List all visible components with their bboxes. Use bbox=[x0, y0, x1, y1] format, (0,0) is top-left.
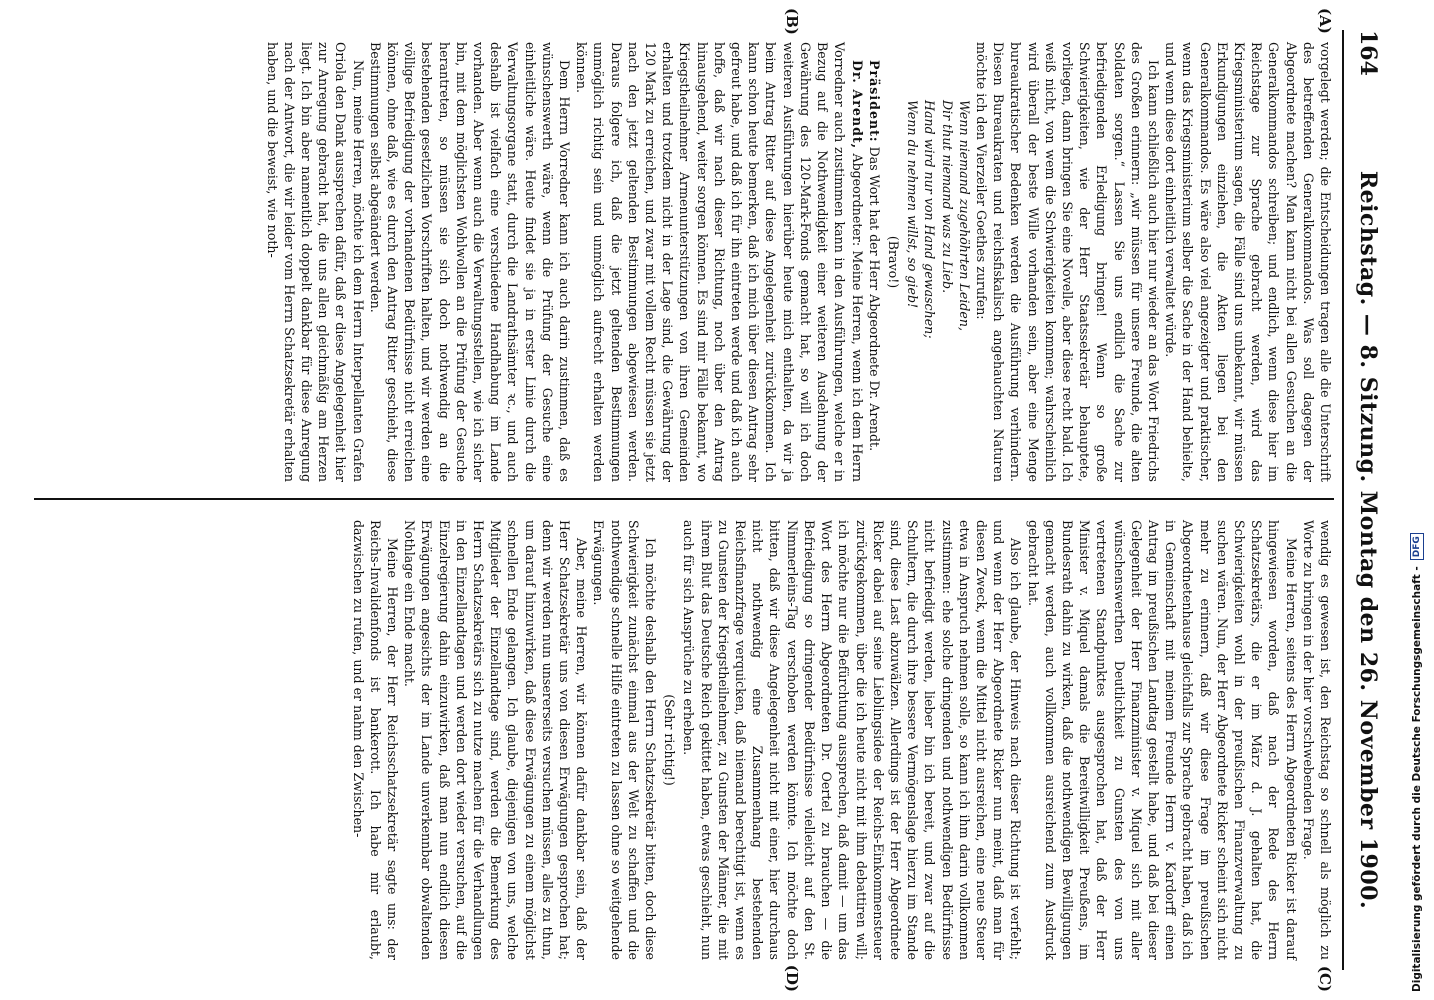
paragraph: Ich kann schließlich auch hier nur wieder an das Wort Friedrichs des Großen erinnern: „wir müssen für unsere Freunde, die alten Soldaten sorgen.“ Lassen Sie uns endlich die Sache zur befriedigenden Erledigung bringen! Wenn so große Schwierigkeiten, wie der Herr Staatssekretär behauptete, vorliegen, dann bringen Sie eine Novelle, aber diese recht bald. Ich weiß nicht, von wem die Schwierigkeiten kommen; wahrscheinlich wird überall der beste Wille vorhanden sein, aber eine Menge bureaukratischer Bedenken werden die Ausführung verhindern. Diesen Bureaukraten und reichsfiskalisch angehauchten Naturen möchte ich den Vierzeiler Goethes zurufen: bbox=[973, 42, 1161, 482]
margin-marker-b: (B) bbox=[783, 8, 801, 35]
margin-marker-d: (D) bbox=[783, 964, 801, 992]
column-divider bbox=[34, 498, 1334, 500]
paragraph: Ich möchte deshalb den Herrn Schatzsekretär bitten, doch diese Schwierigkeit zunächst einmal aus der Welt zu schaffen und die nothwendige schnelle Hilfe eintreten zu lassen ohne so weitgehende Erwägungen. bbox=[591, 520, 659, 960]
verse-line: Hand wird nur von Hand gewaschen; bbox=[922, 100, 938, 339]
header-rule bbox=[1342, 30, 1344, 970]
margin-marker-c: (C) bbox=[1316, 965, 1334, 992]
applause-note: (Sehr richtig!) bbox=[662, 694, 678, 786]
page-title: Reichstag. — 8. Sitzung. Montag den 26. November 1900. bbox=[1355, 170, 1381, 910]
credit-text: Digitalisierung gefördert durch die Deutsche Forschungsgemeinschaft - bbox=[1411, 566, 1423, 992]
paragraph: Aber, meine Herren, wir können dafür dankbar sein, daß der Herr Schatzsekretär uns von diesen Erwägungen gesprochen hat; denn wir werden nun unsererseits versuchen müssen, alles zu thun, um darauf hinzuwirken, daß diese Erwägungen zu einem möglichst schnellen Ende gelangen. Ich glaube, diejenigen von uns, welche Mitglieder der Einzellandtage sind, werden die Bemerkung des Herrn Schatzsekretärs sich zu nutze machen für die Verhandlungen in den Einzellandtagen und werden dort wieder versuchen, auf die Einzelregierung dahin einzuwirken, daß man nun endlich diesen Erwägungen angesichts der im Lande unverkennbar obwaltenden Nothlage ein Ende macht. bbox=[402, 520, 590, 960]
page-number: 164 bbox=[1355, 30, 1381, 76]
verse-line: Wenn niemand zugehöhrten Leiden, bbox=[956, 100, 972, 331]
speaker-label: Präsident: bbox=[866, 60, 882, 143]
paragraph: Meine Herren, seitens des Herrn Abgeordneten Ricker ist darauf hingewiesen worden, daß nach der Rede des Herrn Schatzsekretärs, die er im März d. J. gehalten hat, die Schwierigkeiten wohl in der preußischen Finanzverwaltung zu suchen wären. Nun, der Herr Abgeordnete Ricker scheint sich nicht mehr zu erinnern, daß wir diese Frage im preußischen Abgeordnetenhause gleichfalls zur Sprache gebracht haben, daß ich in Gemeinschaft mit meinem Freunde Herrn v. Kardorff einen Antrag im preußischen Landtag gestellt habe, und daß bei dieser Gelegenheit der Herr Finanzminister v. Miquel sich mit aller wünschenswerthen Deutlichkeit zu Gunsten des von uns vertretenen Standpunktes ausgesprochen hat, daß der Herr Minister v. Miquel damals die Bereitwilligkeit Preußens, im Bundesrath dahin zu wirken, daß die nothwendigen Bewilligungen gemacht werden, auch vollkommen ausreichend zum Ausdruck gebracht hat. bbox=[1025, 520, 1299, 960]
left-column bbox=[263, 42, 1334, 482]
speaker-text: Abgeordneter: Meine Herren, wenn ich dem Herrn Vorredner auch zustimmen kann in den Ausführungen, welche er in Bezug auf die Nothwendigkeit einer weiteren Ausdehnung der Gewährung des 120-Mark-Fonds gemacht hat, so will ich doch weiteren Ausführungen hierüber heute mich enthalten, da wir ja beim Antrag Ritter auf diese Angelegenheit zurückkommen. Ich kann schon heute bemerken, daß ich mich über diesen Antrag sehr gefreut habe, und daß ich für ihn eintreten werde und daß ich auch hoffe, daß wir nach dieser Richtung, noch über den Antrag hinausgehend, weiter sorgen können. Es sind mir Fälle bekannt, wo Kriegstheilnehmer Armenunterstützungen von ihren Gemeinden erhalten und trotzdem nicht in der Lage sind, die Gewährung der 120 Mark zu erreichen, und zwar mit vollem Recht müssen sie jetzt nach den jetzt geltenden Bestimmungen abgewiesen werden. Daraus folgere ich, daß die jetzt geltenden Bestimmungen unmöglich richtig sein und unmöglich aufrecht erhalten werden können. bbox=[574, 42, 865, 482]
right-column bbox=[349, 520, 1334, 960]
rotated-scanned-page bbox=[6, 0, 1396, 1000]
verse-line: Dir thut niemand was zu Lieb. bbox=[939, 100, 955, 294]
paragraph: Nun, meine Herren, möchte ich dem Herrn Interpellanten Grafen Oriola den Dank aussprechen dafür, daß er diese Angelegenheit hier zur Anregung gebracht hat, die uns allen gleichmäßig am Herzen liegt. Ich bin aber namentlich doppelt dankbar für diese Anregung nach der Antwort, die wir leider vom Herrn Schatzsekretär erhalten haben, und die beweist, wie noth- bbox=[264, 42, 366, 482]
speaker-text: Das Wort hat der Herr Abgeordnete Dr. Arendt. bbox=[866, 146, 882, 452]
paragraph: wendig es gewesen ist, den Reichstag so schnell als möglich zu Worte zu bringen in der hier vorschwebenden Frage. bbox=[1300, 520, 1333, 960]
verse-line: Wenn du nehmen willst, so gieb! bbox=[905, 100, 921, 309]
page-header bbox=[1348, 30, 1388, 970]
dfg-logo: DFG bbox=[1410, 533, 1424, 560]
margin-marker-a: (A) bbox=[1316, 8, 1334, 34]
arendt-paragraph bbox=[573, 42, 865, 482]
paragraph: Also ich glaube, der Hinweis nach dieser Richtung ist verfehlt; und wenn der Herr Abgeordnete Ricker nun meint, daß man für diesen Zweck, wenn die Mittel nicht ausreichen, eine neue Steuer etwa in Anspruch nehmen solle, so kann ich ihm darin vollkommen zustimmen: ehe solche dringenden und nothwendigen Bedürfnisse nicht befriedigt werden, lieber bin ich bereit, und zwar auf die Schultern, die durch ihre bessere Vermögenslage hierzu im Stande sind, diese Last abzuwälzen. Allerdings ist der Herr Abgeordnete Ricker dabei auf seine Lieblingsidee der Reichs-Einkommensteuer zurückgekommen, über die ich heute nicht mit ihm debattiren will; ich möchte nur die Befürchtung aussprechen, daß damit — um das Wort des Herrn Abgeordneten Dr. Oertel zu brauchen — die Befriedigung so dringender Bedürfnisse vielleicht auf den St. Nimmerleins-Tag verschoben werden könnte. Ich möchte doch bitten, daß wir diese Angelegenheit nicht mit einer, hier durchaus nicht nothwendig eine Zusammenhang bestehenden Reichsfinanzfrage verquicken, daß niemand berechtigt ist, wenn es zu Gunsten der Kriegstheilnehmer, zu Gunsten der Männer, die mit ihrem Blut das Deutsche Reich gekittet haben, etwas geschieht, nun auch für sich Ansprüche zu erheben. bbox=[681, 520, 1024, 960]
applause-note: (Bravo!) bbox=[885, 235, 901, 289]
paragraph: vorgelegt werden; die Entscheidungen tragen alle die Unterschrift des betreffenden Generalkommandos. Was soll dagegen der Abgeordnete machen? Man kann nicht bei allen Gesuchen an die Generalkommandos schreiben; und endlich, wenn diese hier im Reichstage zur Sprache gebracht werden, wird das Kriegsministerium sagen, die Fälle sind uns unbekannt, wir müssen Erkundigungen einziehen, die Akten liegen bei den Generalkommandos. Es wäre also viel angezeigter und praktischer, wenn das Kriegsministerium selber die Sache in der Hand behielte, und wenn diese dort einheitlich verwaltet würde. bbox=[1163, 42, 1333, 482]
paragraph: Meine Herren, der Herr Reichsschatzsekretär sagte uns: der Reichs-Invalidenfonds ist bankerott. Ich habe mir erlaubt, dazwischen zu rufen, und er nahm den Zwischen- bbox=[350, 520, 401, 960]
speaker-label: Dr. Arendt, bbox=[849, 60, 865, 150]
digitization-credit bbox=[1410, 533, 1424, 992]
president-paragraph bbox=[866, 42, 883, 482]
paragraph: Dem Herrn Vorredner kann ich auch darin zustimmen, daß es wünschenswerth wäre, wenn die Prüfung der Gesuche eine einheitliche wäre. Heute findet sie ja in erster Linie durch die Verwaltungsorgane statt, durch die Landrathsämter ꝛc., und auch deshalb ist vielfach eine verschiedene Handhabung im Lande vorhanden. Aber wenn auch die Verwaltungsstellen, wie ich sicher bin, mit dem möglichsten Wohlwollen an die Prüfung der Gesuche herantreten, so müssen sie sich doch nothwendig an die bestehenden gesetzlichen Vorschriften halten, und wir werden eine völlige Befriedigung der vorhandenen Bedürfnisse nicht erreichen können, ohne daß, wie es durch den Antrag Ritter geschieht, diese Bestimmungen selbst abgeändert werden. bbox=[367, 42, 573, 482]
